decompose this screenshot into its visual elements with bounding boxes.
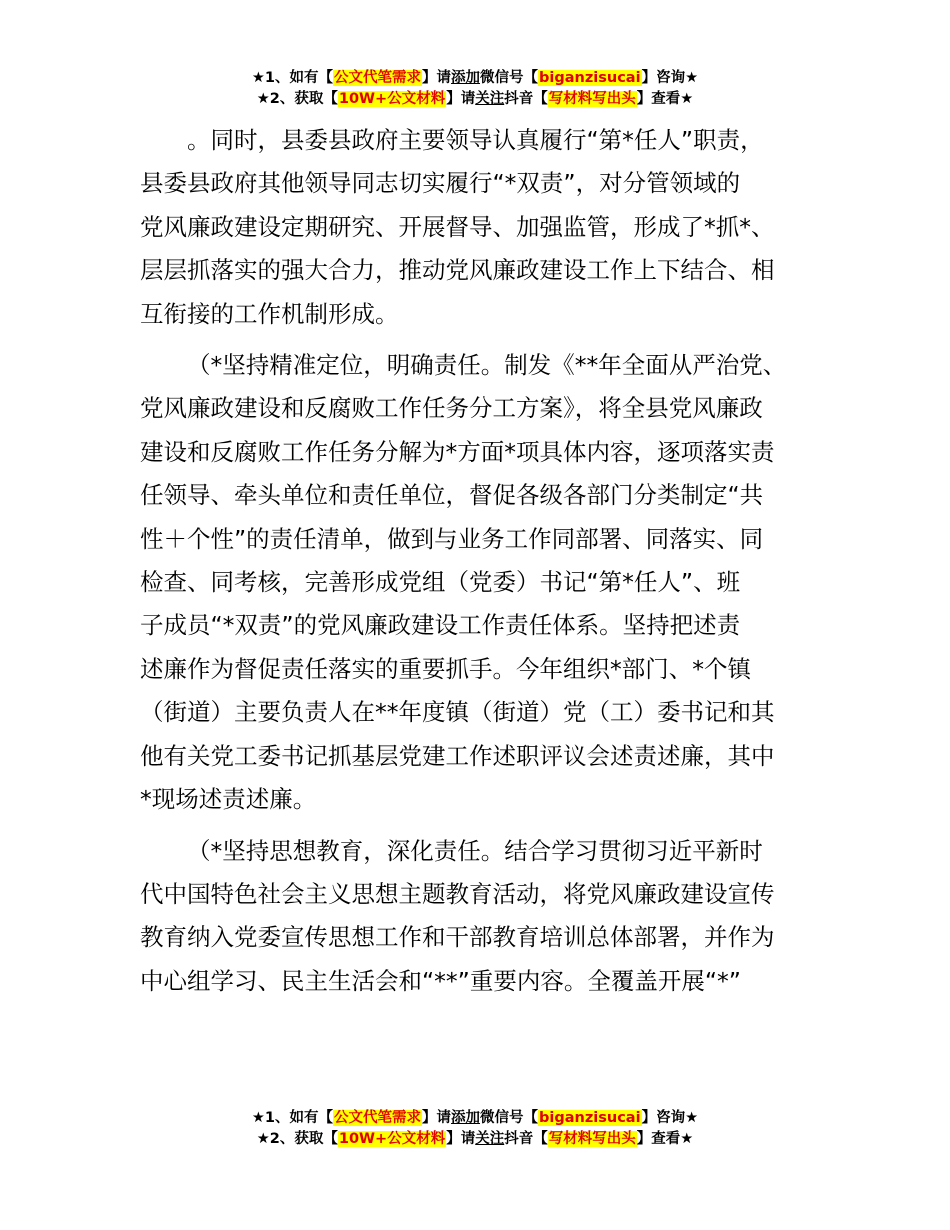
highlight-materials: 10W+公文材料	[338, 1131, 446, 1147]
text-line: 。同时，县委县政府主要领导认真履行“第*任人”职责，	[187, 126, 764, 154]
footer-banner-line-2	[0, 1129, 950, 1150]
banner-text: ★2、获取【	[256, 1131, 338, 1147]
banner-underlined: 关注	[475, 1131, 505, 1147]
text-line: 县委县政府其他领导同志切实履行“*双责”，对分管领域的	[140, 169, 741, 198]
banner-text: 】查看★	[636, 1131, 694, 1147]
highlight-wechat-id: biganzisucai	[539, 70, 641, 86]
text-line: 他有关党工委书记抓基层党建工作述职评议会述责述廉，其中	[140, 741, 775, 770]
banner-text: 微信号【	[480, 1110, 539, 1126]
banner-text: ★1、如有【	[251, 1110, 334, 1126]
text-line: *现场述责述廉。	[140, 785, 317, 814]
highlight-materials: 10W+公文材料	[338, 91, 446, 107]
banner-text: 抖音【	[504, 91, 548, 107]
footer-banner-line-1	[0, 1108, 950, 1129]
banner-underlined: 添加	[451, 70, 481, 86]
text-line: 教育纳入党委宣传思想工作和干部教育培训总体部署，并作为	[140, 923, 775, 952]
highlight-service: 公文代笔需求	[334, 1110, 422, 1126]
paragraph-1	[140, 119, 820, 336]
text-line: 任领导、牵头单位和责任单位，督促各级各部门分类制定“共	[140, 481, 764, 510]
banner-text: 】咨询★	[641, 70, 699, 86]
banner-text: 抖音【	[504, 1131, 548, 1147]
paragraph-3	[140, 830, 820, 1004]
paragraph-2	[140, 344, 820, 821]
banner-text: 】请	[446, 1131, 476, 1147]
banner-text: 微信号【	[480, 70, 539, 86]
text-line: 中心组学习、民主生活会和“**”重要内容。全覆盖开展“*”	[140, 966, 741, 995]
text-line: （*坚持思想教育，深化责任。结合学习贯彻习近平新时	[187, 836, 763, 865]
text-line: 子成员“*双责”的党风廉政建设工作责任体系。坚持把述责	[140, 611, 741, 640]
banner-text: 】请	[446, 91, 476, 107]
text-line: 建设和反腐败工作任务分解为*方面*项具体内容，逐项落实责	[140, 437, 775, 466]
text-line: 互衔接的工作机制形成。	[140, 299, 399, 328]
text-line: 党风廉政建设定期研究、开展督导、加强监管，形成了*抓*、	[140, 212, 775, 241]
banner-underlined: 关注	[475, 91, 505, 107]
highlight-service: 公文代笔需求	[334, 70, 422, 86]
text-line: 述廉作为督促责任落实的重要抓手。今年组织*部门、*个镇	[140, 654, 751, 683]
banner-text: 】查看★	[636, 91, 694, 107]
footer-banner	[0, 1108, 950, 1150]
document-body	[140, 119, 820, 1003]
banner-underlined: 添加	[451, 1110, 481, 1126]
header-banner-line-1	[0, 68, 950, 89]
highlight-wechat-id: biganzisucai	[539, 1110, 641, 1126]
banner-text: 】咨询★	[641, 1110, 699, 1126]
text-line: 党风廉政建设和反腐败工作任务分工方案》，将全县党风廉政	[140, 394, 763, 423]
text-line: （*坚持精准定位，明确责任。制发《**年全面从严治党、	[187, 351, 787, 380]
header-banner	[0, 68, 950, 110]
text-line: 代中国特色社会主义思想主题教育活动，将党风廉政建设宣传	[140, 879, 775, 908]
banner-text: 】请	[422, 70, 452, 86]
text-line: 层层抓落实的强大合力，推动党风廉政建设工作上下结合、相	[140, 256, 775, 285]
banner-text: ★1、如有【	[251, 70, 334, 86]
text-line: 性＋个性”的责任清单，做到与业务工作同部署、同落实、同	[140, 524, 764, 553]
header-banner-line-2	[0, 89, 950, 110]
banner-text: 】请	[422, 1110, 452, 1126]
highlight-douyin-account: 写材料写出头	[548, 1131, 636, 1147]
text-line: （街道）主要负责人在**年度镇（街道）党（工）委书记和其	[140, 698, 775, 727]
banner-text: ★2、获取【	[256, 91, 338, 107]
highlight-douyin-account: 写材料写出头	[548, 91, 636, 107]
text-line: 检查、同考核，完善形成党组（党委）书记“第*任人”、班	[140, 568, 741, 597]
